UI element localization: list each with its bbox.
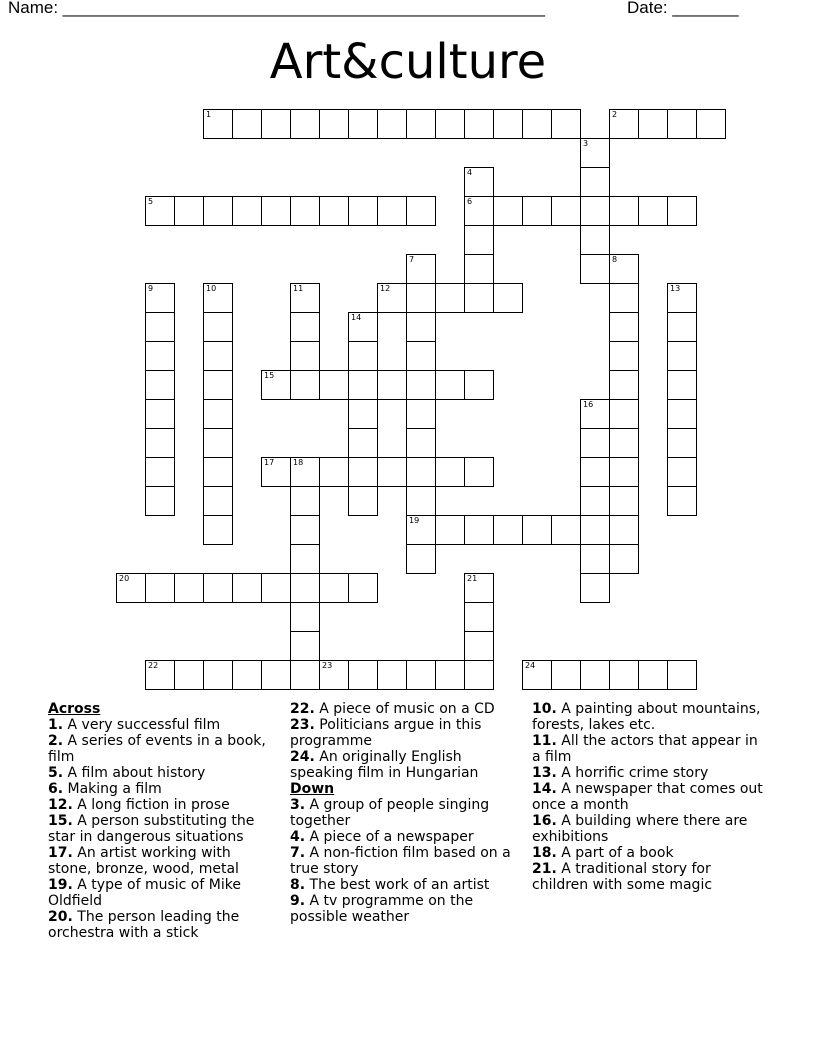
crossword-cell[interactable]	[435, 660, 465, 690]
clue-number: 2	[612, 110, 618, 119]
clue-number: 23.	[290, 717, 315, 733]
clue-text: A person substituting the star in dangerous situations	[48, 813, 255, 845]
crossword-cell[interactable]	[145, 312, 175, 342]
crossword-cell[interactable]	[290, 109, 320, 139]
crossword-cell[interactable]	[145, 457, 175, 487]
crossword-cell[interactable]	[406, 457, 436, 487]
crossword-cell[interactable]	[638, 109, 668, 139]
crossword-cell[interactable]	[203, 515, 233, 545]
crossword-cell[interactable]	[290, 660, 320, 690]
crossword-cell[interactable]	[377, 370, 407, 400]
crossword-cell[interactable]	[116, 573, 146, 603]
crossword-cell[interactable]	[435, 457, 465, 487]
crossword-cell[interactable]	[145, 341, 175, 371]
clues-column-1	[48, 701, 273, 941]
clue-number: 5.	[48, 765, 64, 781]
clue-number: 8.	[290, 877, 306, 893]
crossword-cell[interactable]	[435, 515, 465, 545]
clue-number: 19.	[48, 877, 73, 893]
clues-column-3	[532, 701, 767, 893]
clue-item	[290, 701, 515, 717]
crossword-cell[interactable]	[435, 370, 465, 400]
crossword-cell[interactable]	[580, 225, 610, 255]
crossword-cell[interactable]	[609, 341, 639, 371]
crossword-cell[interactable]	[667, 399, 697, 429]
crossword-cell[interactable]	[464, 515, 494, 545]
crossword-cell[interactable]	[377, 660, 407, 690]
crossword-cell[interactable]	[580, 544, 610, 574]
crossword-cell[interactable]	[203, 341, 233, 371]
clue-number: 9.	[290, 893, 306, 909]
clue-text: All the actors that appear in a film	[532, 733, 758, 765]
crossword-cell[interactable]	[609, 428, 639, 458]
crossword-cell[interactable]	[145, 660, 175, 690]
crossword-cell[interactable]	[348, 428, 378, 458]
clue-text: A horrific crime story	[556, 765, 709, 781]
crossword-cell[interactable]	[145, 283, 175, 313]
clue-text: A very successful film	[63, 717, 221, 733]
crossword-cell[interactable]	[406, 370, 436, 400]
crossword-cell[interactable]	[348, 341, 378, 371]
crossword-cell[interactable]	[290, 370, 320, 400]
clue-text: A group of people singing together	[290, 797, 490, 829]
clues-column-2	[290, 701, 515, 925]
crossword-cell[interactable]	[406, 109, 436, 139]
name-line[interactable]: ___________________________________________________	[62, 0, 545, 17]
crossword-cell[interactable]	[435, 283, 465, 313]
crossword-cell[interactable]	[377, 196, 407, 226]
clue-text: A long fiction in prose	[72, 797, 230, 813]
crossword-cell[interactable]	[522, 196, 552, 226]
crossword-cell[interactable]	[203, 370, 233, 400]
crossword-cell[interactable]	[493, 515, 523, 545]
crossword-cell[interactable]	[145, 370, 175, 400]
clue-item	[532, 765, 767, 781]
crossword-cell[interactable]	[609, 399, 639, 429]
across-clue-list-cont	[290, 701, 515, 781]
crossword-cell[interactable]	[261, 573, 291, 603]
clue-number: 16.	[532, 813, 557, 829]
crossword-cell[interactable]	[406, 660, 436, 690]
clue-text: A piece of music on a CD	[314, 701, 495, 717]
crossword-cell[interactable]	[348, 312, 378, 342]
clue-number: 11	[293, 284, 304, 293]
crossword-cell[interactable]	[290, 602, 320, 632]
crossword-cell[interactable]	[319, 370, 349, 400]
clue-number: 6	[467, 197, 473, 206]
clue-item	[290, 717, 515, 749]
clue-number: 24	[525, 661, 536, 670]
crossword-cell[interactable]	[609, 254, 639, 284]
crossword-cell[interactable]	[290, 457, 320, 487]
crossword-cell[interactable]	[609, 283, 639, 313]
crossword-cell[interactable]	[203, 196, 233, 226]
crossword-cell[interactable]	[464, 660, 494, 690]
crossword-cell[interactable]	[290, 486, 320, 516]
clue-number: 9	[148, 284, 154, 293]
clue-text: A newspaper that comes out once a month	[532, 781, 763, 813]
crossword-cell[interactable]	[203, 660, 233, 690]
clue-item	[532, 813, 767, 845]
crossword-cell[interactable]	[696, 109, 726, 139]
clue-text: A piece of a newspaper	[305, 829, 474, 845]
crossword-cell[interactable]	[319, 660, 349, 690]
crossword-cell[interactable]	[406, 283, 436, 313]
clue-number: 16	[583, 400, 594, 409]
clue-number: 13	[670, 284, 681, 293]
clue-number: 4	[467, 168, 473, 177]
crossword-cell[interactable]	[203, 486, 233, 516]
crossword-cell[interactable]	[203, 428, 233, 458]
clue-number: 18.	[532, 845, 557, 861]
crossword-cell[interactable]	[261, 196, 291, 226]
crossword-cell[interactable]	[464, 167, 494, 197]
clue-text: A part of a book	[556, 845, 674, 861]
crossword-cell[interactable]	[609, 486, 639, 516]
crossword-cell[interactable]	[551, 109, 581, 139]
crossword-cell[interactable]	[406, 428, 436, 458]
crossword-cell[interactable]	[551, 660, 581, 690]
clue-text: A non-fiction film based on a true story	[290, 845, 511, 877]
crossword-cell[interactable]	[667, 283, 697, 313]
crossword-cell[interactable]	[290, 544, 320, 574]
crossword-cell[interactable]	[348, 457, 378, 487]
crossword-cell[interactable]	[319, 109, 349, 139]
clue-item	[48, 909, 273, 941]
crossword-cell[interactable]	[580, 138, 610, 168]
down-clue-list	[290, 797, 515, 925]
crossword-cell[interactable]	[174, 573, 204, 603]
crossword-cell[interactable]	[493, 283, 523, 313]
crossword-cell[interactable]	[551, 196, 581, 226]
crossword-cell[interactable]	[551, 515, 581, 545]
crossword-cell[interactable]	[609, 457, 639, 487]
crossword-cell[interactable]	[232, 573, 262, 603]
clue-text: A traditional story for children with some magic	[532, 861, 713, 893]
crossword-cell[interactable]	[319, 196, 349, 226]
crossword-cell[interactable]	[667, 341, 697, 371]
clue-number: 15.	[48, 813, 73, 829]
crossword-cell[interactable]	[290, 573, 320, 603]
crossword-cell[interactable]	[580, 486, 610, 516]
date-label: Date:	[627, 0, 673, 17]
crossword-cell[interactable]	[638, 196, 668, 226]
clue-text: Politicians argue in this programme	[290, 717, 482, 749]
clue-number: 10	[206, 284, 217, 293]
date-line[interactable]: _______	[672, 0, 739, 17]
crossword-cell[interactable]	[406, 312, 436, 342]
crossword-cell[interactable]	[580, 660, 610, 690]
clue-number: 7.	[290, 845, 306, 861]
crossword-cell[interactable]	[290, 283, 320, 313]
crossword-cell[interactable]	[464, 631, 494, 661]
clue-number: 22.	[290, 701, 315, 717]
clue-item	[532, 861, 767, 893]
crossword-cell[interactable]	[203, 312, 233, 342]
clue-number: 1	[206, 110, 212, 119]
crossword-cell[interactable]	[580, 196, 610, 226]
crossword-cell[interactable]	[406, 399, 436, 429]
clue-number: 17.	[48, 845, 73, 861]
crossword-cell[interactable]	[464, 370, 494, 400]
clue-number: 13.	[532, 765, 557, 781]
clue-item	[532, 733, 767, 765]
clue-number: 2.	[48, 733, 64, 749]
clue-number: 21.	[532, 861, 557, 877]
clue-item	[290, 797, 515, 829]
crossword-cell[interactable]	[319, 457, 349, 487]
crossword-cell[interactable]	[522, 515, 552, 545]
clue-item	[48, 717, 273, 733]
crossword-cell[interactable]	[261, 660, 291, 690]
crossword-cell[interactable]	[145, 399, 175, 429]
clue-number: 3.	[290, 797, 306, 813]
clue-text: A film about history	[63, 765, 206, 781]
clue-text: The best work of an artist	[305, 877, 490, 893]
crossword-cell[interactable]	[580, 428, 610, 458]
crossword-cell[interactable]	[145, 486, 175, 516]
crossword-cell[interactable]	[203, 457, 233, 487]
crossword-cell[interactable]	[609, 544, 639, 574]
crossword-cell[interactable]	[667, 660, 697, 690]
crossword-cell[interactable]	[522, 660, 552, 690]
crossword-cell[interactable]	[580, 573, 610, 603]
clue-item	[48, 845, 273, 877]
crossword-cell[interactable]	[203, 283, 233, 313]
clue-number: 19	[409, 516, 420, 525]
crossword-cell[interactable]	[261, 457, 291, 487]
crossword-cell[interactable]	[145, 573, 175, 603]
clue-text: The person leading the orchestra with a stick	[48, 909, 240, 941]
clue-text: An originally English speaking film in Hungarian	[290, 749, 479, 781]
crossword-cell[interactable]	[203, 399, 233, 429]
crossword-cell[interactable]	[232, 660, 262, 690]
clue-number: 12.	[48, 797, 73, 813]
clue-number: 20	[119, 574, 130, 583]
clue-number: 18	[293, 458, 304, 467]
crossword-cell[interactable]	[580, 254, 610, 284]
clue-text: A series of events in a book, film	[48, 733, 266, 765]
crossword-cell[interactable]	[493, 196, 523, 226]
across-clue-list	[48, 717, 273, 941]
crossword-cell[interactable]	[609, 196, 639, 226]
clue-text: Making a film	[63, 781, 162, 797]
crossword-cell[interactable]	[464, 573, 494, 603]
clue-number: 4.	[290, 829, 306, 845]
clue-item	[48, 877, 273, 909]
crossword-cell[interactable]	[464, 602, 494, 632]
clue-number: 17	[264, 458, 275, 467]
down-heading: Down	[290, 781, 335, 797]
crossword-cell[interactable]	[377, 457, 407, 487]
crossword-cell[interactable]	[290, 312, 320, 342]
crossword-cell[interactable]	[348, 660, 378, 690]
crossword-cell[interactable]	[464, 254, 494, 284]
crossword-cell[interactable]	[348, 370, 378, 400]
crossword-cell[interactable]	[290, 515, 320, 545]
crossword-cell[interactable]	[203, 109, 233, 139]
crossword-cell[interactable]	[348, 109, 378, 139]
clue-item	[290, 845, 515, 877]
crossword-cell[interactable]	[493, 109, 523, 139]
crossword-cell[interactable]	[261, 109, 291, 139]
clue-number: 23	[322, 661, 333, 670]
crossword-cell[interactable]	[261, 370, 291, 400]
clue-item	[532, 845, 767, 861]
crossword-cell[interactable]	[667, 312, 697, 342]
crossword-cell[interactable]	[203, 573, 233, 603]
clue-item	[48, 813, 273, 845]
clue-number: 10.	[532, 701, 557, 717]
crossword-cell[interactable]	[464, 109, 494, 139]
clue-number: 14.	[532, 781, 557, 797]
clue-item	[290, 749, 515, 781]
clue-number: 7	[409, 255, 415, 264]
clue-item	[532, 701, 767, 733]
crossword-cell[interactable]	[232, 109, 262, 139]
crossword-cell[interactable]	[174, 660, 204, 690]
crossword-cell[interactable]	[377, 283, 407, 313]
crossword-cell[interactable]	[667, 457, 697, 487]
crossword-cell[interactable]	[667, 196, 697, 226]
clue-text: A building where there are exhibitions	[532, 813, 748, 845]
crossword-cell[interactable]	[290, 631, 320, 661]
clue-item	[48, 781, 273, 797]
clue-number: 1.	[48, 717, 64, 733]
clue-number: 15	[264, 371, 275, 380]
crossword-cell[interactable]	[464, 457, 494, 487]
crossword-cell[interactable]	[348, 573, 378, 603]
clue-item	[290, 877, 515, 893]
crossword-cell[interactable]	[290, 341, 320, 371]
crossword-cell[interactable]	[145, 428, 175, 458]
crossword-cell[interactable]	[667, 370, 697, 400]
clue-text: A painting about mountains, forests, lakes etc.	[532, 701, 761, 733]
crossword-cell[interactable]	[232, 196, 262, 226]
clue-number: 8	[612, 255, 618, 264]
clue-number: 6.	[48, 781, 64, 797]
crossword-cell[interactable]	[406, 544, 436, 574]
crossword-cell[interactable]	[580, 399, 610, 429]
clue-text: A tv programme on the possible weather	[290, 893, 474, 925]
clue-item	[48, 733, 273, 765]
crossword-cell[interactable]	[145, 196, 175, 226]
crossword-cell[interactable]	[464, 225, 494, 255]
crossword-cell[interactable]	[580, 457, 610, 487]
clue-number: 22	[148, 661, 159, 670]
crossword-cell[interactable]	[290, 196, 320, 226]
clue-item	[532, 781, 767, 813]
crossword-cell[interactable]	[464, 283, 494, 313]
clue-text: A type of music of Mike Oldfield	[48, 877, 241, 909]
crossword-cell[interactable]	[348, 399, 378, 429]
clue-number: 20.	[48, 909, 73, 925]
crossword-cell[interactable]	[406, 254, 436, 284]
crossword-cell[interactable]	[638, 660, 668, 690]
crossword-cell[interactable]	[435, 109, 465, 139]
clue-number: 24.	[290, 749, 315, 765]
clue-number: 11.	[532, 733, 557, 749]
crossword-cell[interactable]	[609, 515, 639, 545]
crossword-cell[interactable]	[580, 167, 610, 197]
clue-item	[290, 893, 515, 925]
clue-item	[48, 797, 273, 813]
crossword-cell[interactable]	[522, 109, 552, 139]
clue-number: 14	[351, 313, 362, 322]
down-clue-list-cont	[532, 701, 767, 893]
crossword-cell[interactable]	[667, 428, 697, 458]
clue-item	[290, 829, 515, 845]
crossword-cell[interactable]	[406, 341, 436, 371]
clue-number: 21	[467, 574, 478, 583]
clue-item	[48, 765, 273, 781]
clue-number: 5	[148, 197, 154, 206]
crossword-cell[interactable]	[609, 109, 639, 139]
clue-number: 3	[583, 139, 589, 148]
crossword-cell[interactable]	[667, 109, 697, 139]
crossword-cell[interactable]	[348, 196, 378, 226]
crossword-cell[interactable]	[377, 109, 407, 139]
crossword-cell[interactable]	[348, 486, 378, 516]
crossword-cell[interactable]	[174, 196, 204, 226]
crossword-cell[interactable]	[609, 370, 639, 400]
crossword-cell[interactable]	[667, 486, 697, 516]
crossword-cell[interactable]	[319, 573, 349, 603]
crossword-cell[interactable]	[609, 660, 639, 690]
crossword-cell[interactable]	[464, 196, 494, 226]
page-title: Art&culture	[269, 34, 547, 90]
crossword-cell[interactable]	[406, 486, 436, 516]
clue-number: 12	[380, 284, 391, 293]
clue-text: An artist working with stone, bronze, wood, metal	[48, 845, 239, 877]
crossword-cell[interactable]	[609, 312, 639, 342]
crossword-cell[interactable]	[406, 196, 436, 226]
crossword-cell[interactable]	[406, 515, 436, 545]
crossword-cell[interactable]	[580, 515, 610, 545]
name-label: Name:	[8, 0, 63, 17]
across-heading: Across	[48, 701, 101, 717]
